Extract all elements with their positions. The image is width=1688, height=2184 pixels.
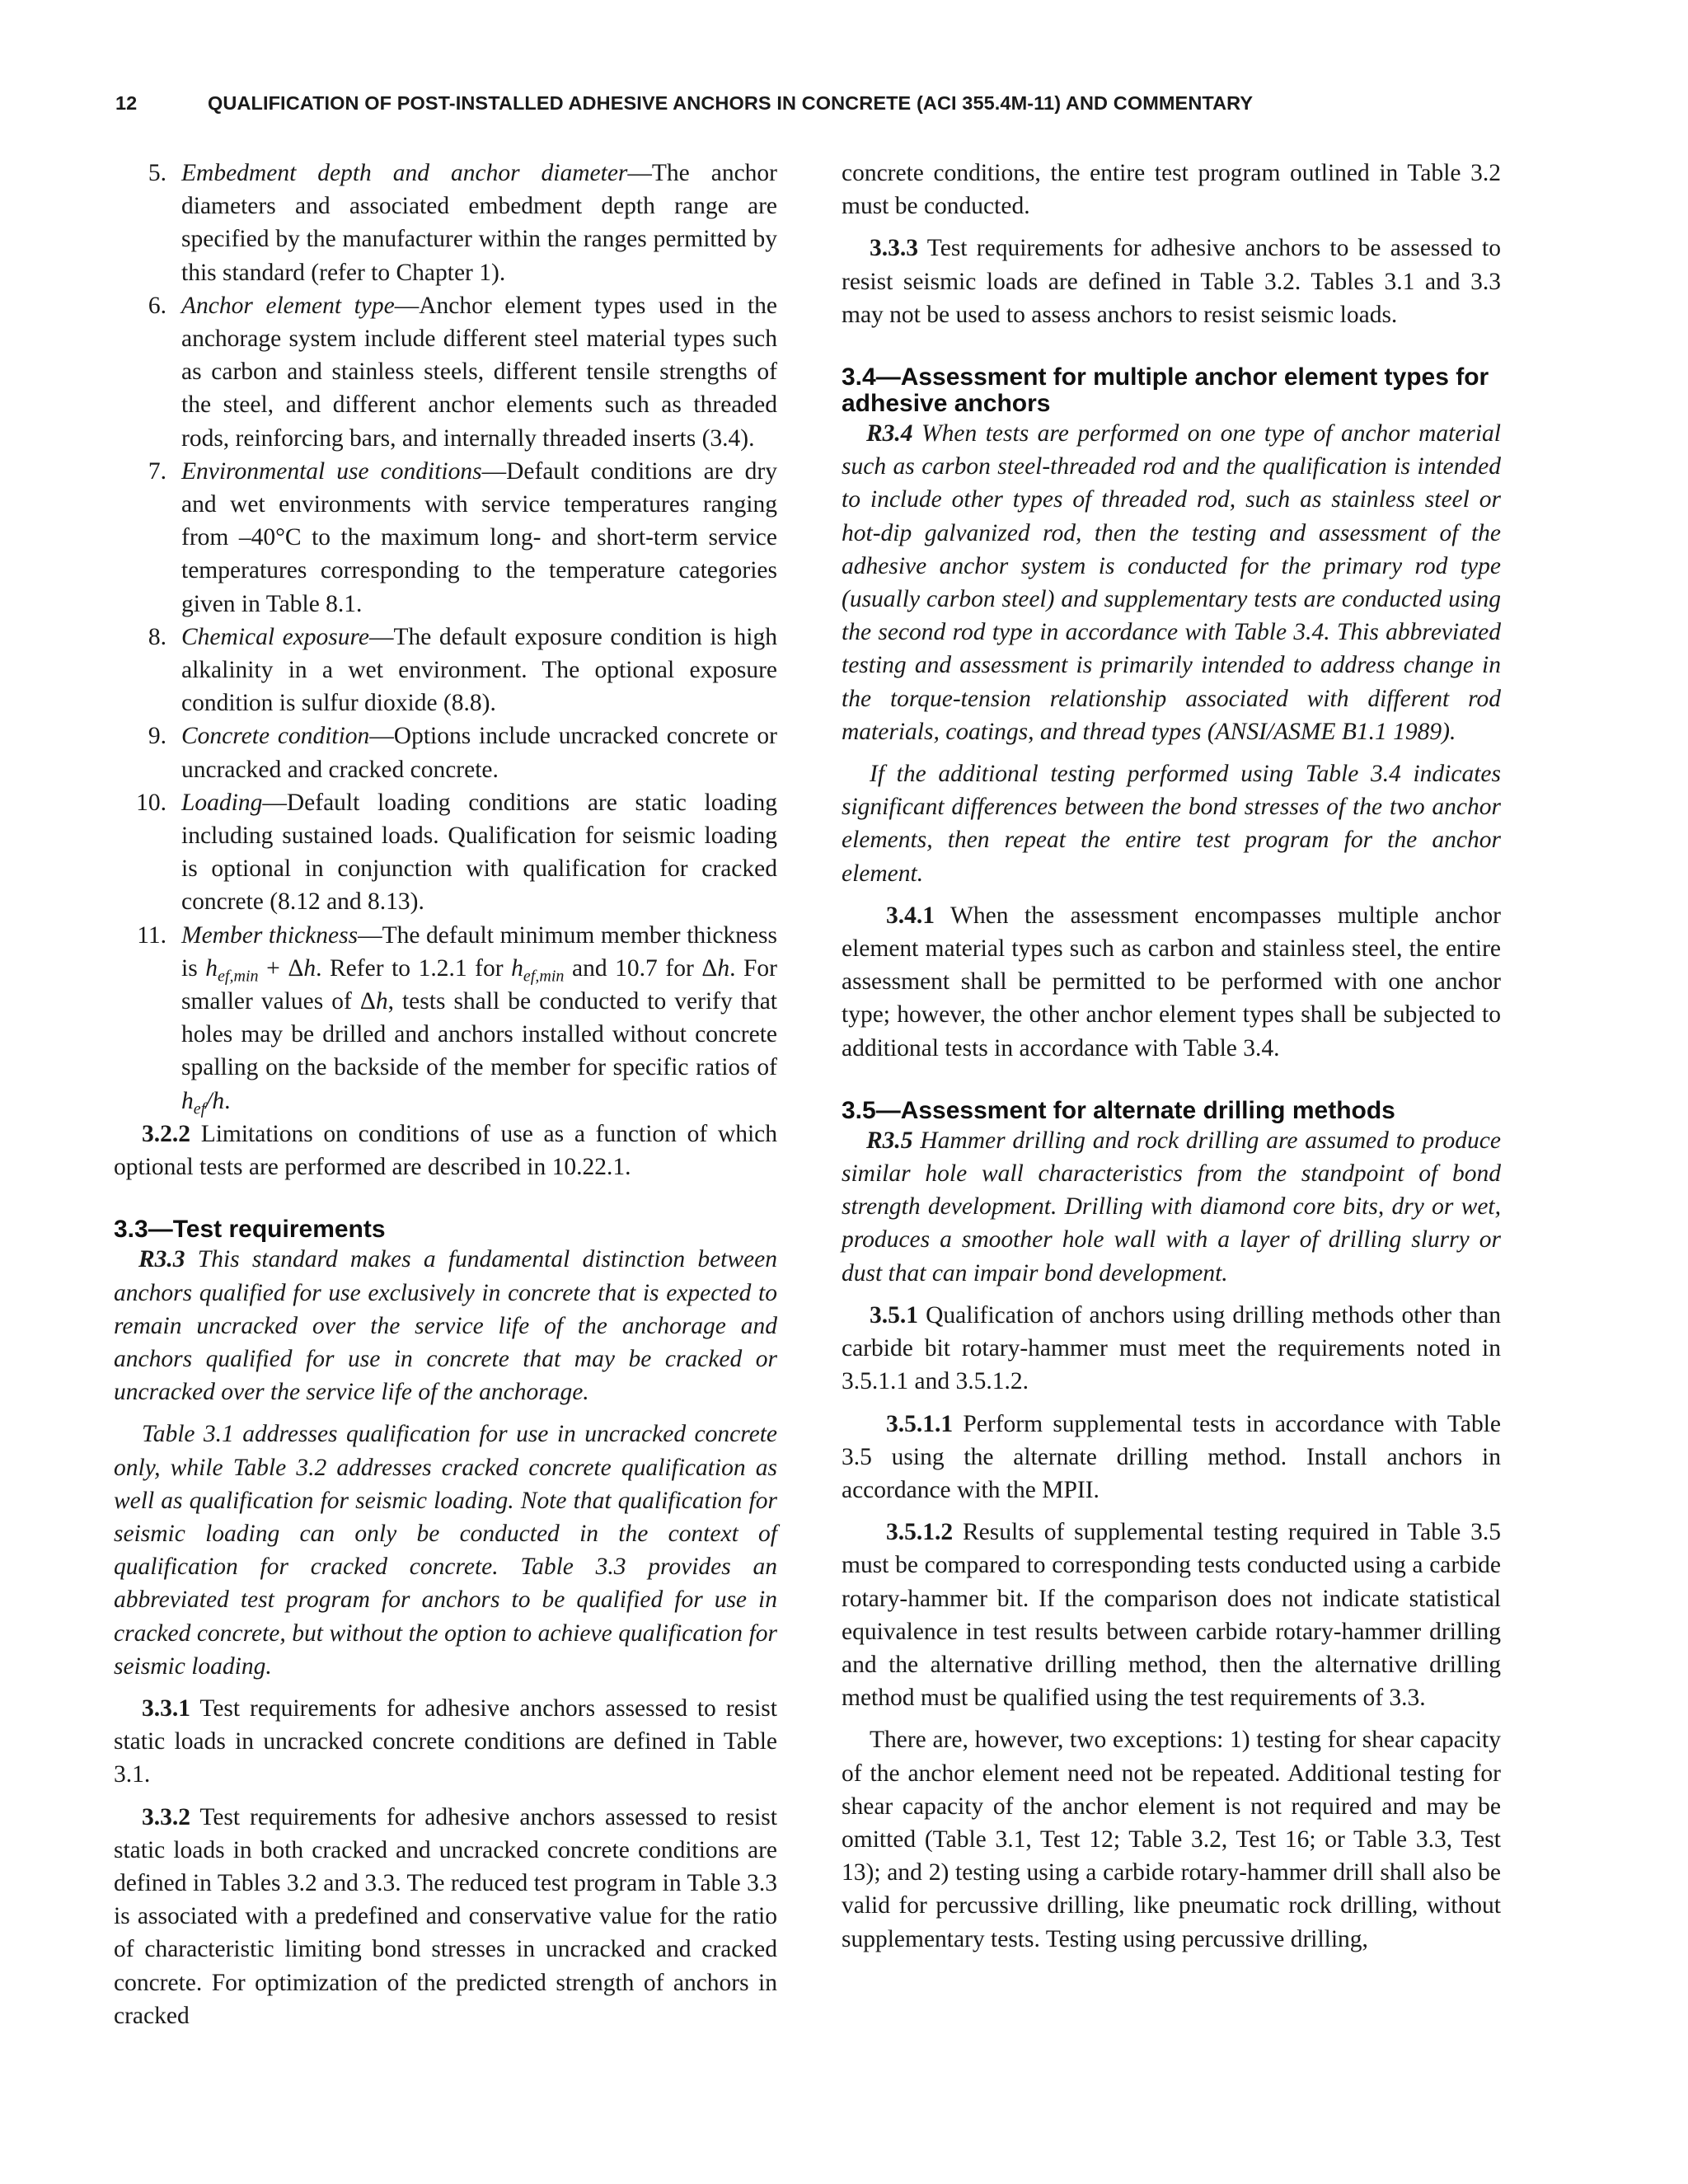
section-number: 3.5.1.2 [886,1519,954,1546]
paragraph-3-5-1-2 [842,1516,1501,1714]
left-column [114,157,777,2032]
paragraph-3-3-1 [114,1692,777,1792]
right-column [842,157,1501,1956]
paragraph-text: Limitations on conditions of use as a function of which optional tests are performed are described in 10.22.1. [114,1120,777,1181]
list-item-term: Loading [181,789,263,816]
text-run: and 10.7 for Δ [564,954,718,982]
commentary-label: R3.3 [138,1246,185,1273]
commentary-text: This standard makes a fundamental distinction between anchors qualified for use exclusively in concrete that is expected to remain uncracked over the service life of the anchorage and anchors qualified for use in concrete that may be cracked or uncracked over the service life of the anchorage. [114,1246,777,1406]
running-title: QUALIFICATION OF POST-INSTALLED ADHESIVE ANCHORS IN CONCRETE (ACI 355.4M-11) AND COMMENTARY [208,92,1254,114]
paragraph-text: Test requirements for adhesive anchors assessed to resist static loads in uncracked concrete conditions are defined in Table 3.1. [114,1694,777,1788]
list-item [114,621,777,720]
section-number: 3.3.1 [142,1694,190,1722]
paragraph-3-4-1 [842,899,1501,1065]
text-run: , tests shall be conducted to verify that holes may be drilled and anchors installed without concrete spalling on the backside of the member for specific ratios of [181,988,777,1081]
subscript: ef [193,1099,206,1118]
list-item [114,455,777,621]
text-run: —The default minimum member thickness is [181,921,777,982]
section-number: 3.2.2 [142,1120,190,1147]
commentary-label: R3.4 [866,420,913,448]
section-number: 3.5.1 [870,1301,918,1329]
commentary-text: When tests are performed on one type of anchor material such as carbon steel-threaded rod and the qualification is intended to include other types of threaded rod, such as stainless steel or hot-dip galvanized rod, then the testing and assessment of the adhesive anchor system is conducted for the primary rod type (usually carbon steel) and supplementary tests are conducted using the second rod type in accordance with Table 3.4. This abbreviated testing and assessment is primarily intended to address change in the torque-tension relationship associated with different rod materials, coatings, and thread types (ANSI/ASME B1.1 1989). [842,420,1501,745]
list-item-number: 5. [148,160,166,186]
list-item [114,289,777,455]
list-item-term: Concrete condition [181,723,370,750]
subscript: ef,min [523,967,565,986]
section-number: 3.5.1.1 [886,1410,954,1437]
list-item-member-thickness [114,919,777,1118]
commentary-r3-3 [114,1243,777,1408]
paragraph-3-5-1 [842,1299,1501,1399]
commentary-r3-4-p2: If the additional testing performed using Table 3.4 indicates significant differences between the bond stresses of the two anchor elements, then repeat the entire test program for the anchor element. [842,761,1501,887]
list-item-number: 7. [148,457,166,485]
paragraph-text: Test requirements for adhesive anchors assessed to resist static loads in both cracked and uncracked concrete conditions are defined in Tables 3.2 and 3.3. The reduced test program in Table 3.3 is associated with a predefined and conservative value for the ratio of characteristic limiting bond stresses in uncracked and cracked concrete. For optimization of the predicted strength of anchors in cracked [114,1803,777,2029]
list-item-term: Chemical exposure [181,623,369,650]
list-item [114,157,777,289]
text-run: . For smaller values of Δ [181,954,778,1015]
symbol-h: h [212,1087,225,1114]
symbol-h: h [303,954,316,982]
symbol-h: h [181,1087,194,1114]
commentary-text: Hammer drilling and rock drilling are assumed to produce similar hole wall characteristics from the standpoint of bond strength development. Drilling with diamond core bits, dry or wet, produces a smoother hole wall with a layer of drilling slurry or dust that can impair bond development. [842,1127,1501,1286]
symbol-h: h [205,954,218,982]
paragraph-text: When the assessment encompasses multiple anchor element material types such as carbon and stainless steel, the entire assessment shall be permitted to be performed with one anchor type; however, the other anchor element types shall be subjected to additional tests in accordance with Table 3.4. [842,902,1501,1062]
list-item [114,719,777,785]
continued-paragraph [842,157,1501,223]
paragraph-3-5-1-1 [842,1408,1501,1507]
text-run: + Δ [258,954,304,982]
list-item-number: 10. [136,789,166,816]
paragraph-3-2-2 [114,1118,777,1183]
symbol-h: h [717,954,730,982]
section-number: 3.3.3 [870,235,918,262]
list-item-text: —The anchor diameters and associated embedment depth range are specified by the manufacturer within the ranges permitted by this standard (refer to Chapter 1). [181,160,777,286]
paragraph-text: Results of supplemental testing required in Table 3.5 must be compared to corresponding tests conducted using a carbide rotary-hammer bit. If the comparison does not indicate statistical equivalence in test results between carbide rotary-hammer drilling and the alternative drilling method, then the alternative drilling method must be qualified using the test requirements of 3.3. [842,1519,1501,1712]
page-number: 12 [115,92,138,114]
paragraph-exceptions: There are, however, two exceptions: 1) testing for shear capacity of the anchor element need not be repeated. Additional testing for shear capacity of the anchor element is not required and may be omitted (Table 3.1, Test 12; Table 3.2, Test 16; or Table 3.3, Test 13); and 2) testing using a carbide rotary-hammer drill shall also be valid for percussive drilling, like pneumatic rock drilling, without supplementary tests. Testing using percussive drilling, [842,1727,1501,1952]
paragraph-text: Qualification of anchors using drilling methods other than carbide bit rotary-hammer must meet the requirements noted in 3.5.1.1 and 3.5.1.2. [842,1301,1501,1395]
list-item-text: —Options include uncracked concrete or uncracked and cracked concrete. [181,723,777,783]
heading-3-5: 3.5—Assessment for alternate drilling methods [842,1096,1395,1124]
subscript: ef,min [218,967,259,986]
list-item-term: Anchor element type [181,292,395,319]
list-item-text: —The default exposure condition is high alkalinity in a wet environment. The optional exposure condition is sulfur dioxide (8.8). [181,623,777,717]
paragraph-text: Perform supplemental tests in accordance with Table 3.5 using the alternate drilling method. Install anchors in accordance with the MPII. [842,1410,1501,1503]
section-number: 3.4.1 [886,902,935,929]
heading-3-4: 3.4—Assessment for multiple anchor element types for adhesive anchors [842,363,1489,418]
list-item-number: 11. [137,921,166,949]
symbol-h: h [375,988,388,1015]
commentary-r3-5 [842,1124,1501,1290]
text-run: / [205,1087,213,1114]
commentary-label: R3.5 [866,1127,913,1154]
paragraph-3-3-2 [114,1801,777,2032]
list-item-text: —Default loading conditions are static loading including sustained loads. Qualification for seismic loading is optional in conjunction with qualification for cracked concrete (8.12 and 8.13). [181,789,777,916]
list-item-term: Environmental use conditions [181,457,482,485]
section-number: 3.3.2 [142,1803,190,1830]
text-run: . Refer to 1.2.1 for [316,954,512,982]
commentary-r3-3-p2: Table 3.1 addresses qualification for use in uncracked concrete only, while Table 3.2 addresses cracked concrete qualification as well as qualification for seismic loading. Note that qualification for seismic loading can only be conducted in the context of qualification for cracked concrete. Table 3.3 provides an abbreviated test program for anchors to be qualified for use in cracked concrete, but without the option to achieve qualification for seismic loading. [114,1421,777,1680]
list-item-text: —Default conditions are dry and wet environments with service temperatures ranging from –40°C to the maximum long- and short-term service temperatures corresponding to the temperature categories given in Table 8.1. [181,457,777,617]
list-item-text: —Anchor element types used in the anchorage system include different steel material types such as carbon and stainless steels, different tensile strengths of the steel, and different anchor elements such as threaded rods, reinforcing bars, and internally threaded inserts (3.4). [181,292,778,452]
paragraph-text: Test requirements for adhesive anchors to be assessed to resist seismic loads are defined in Table 3.2. Tables 3.1 and 3.3 may not be used to assess anchors to resist seismic loads. [842,235,1501,328]
text-run: . [224,1087,231,1114]
commentary-r3-4 [842,417,1501,748]
list-item-number: 8. [148,623,166,650]
list-item-number: 9. [148,723,166,750]
heading-3-3: 3.3—Test requirements [114,1216,386,1244]
list-item-term: Member thickness [181,921,359,949]
paragraph-3-3-2-continued: concrete conditions, the entire test program outlined in Table 3.2 must be conducted. [842,160,1501,220]
list-item [114,786,777,919]
symbol-h: h [511,954,523,982]
list-item-term: Embedment depth and anchor diameter [181,160,628,186]
list-item-number: 6. [148,292,166,319]
paragraph-3-3-3 [842,232,1501,331]
conditions-list [114,157,777,1118]
running-header [115,92,1582,115]
